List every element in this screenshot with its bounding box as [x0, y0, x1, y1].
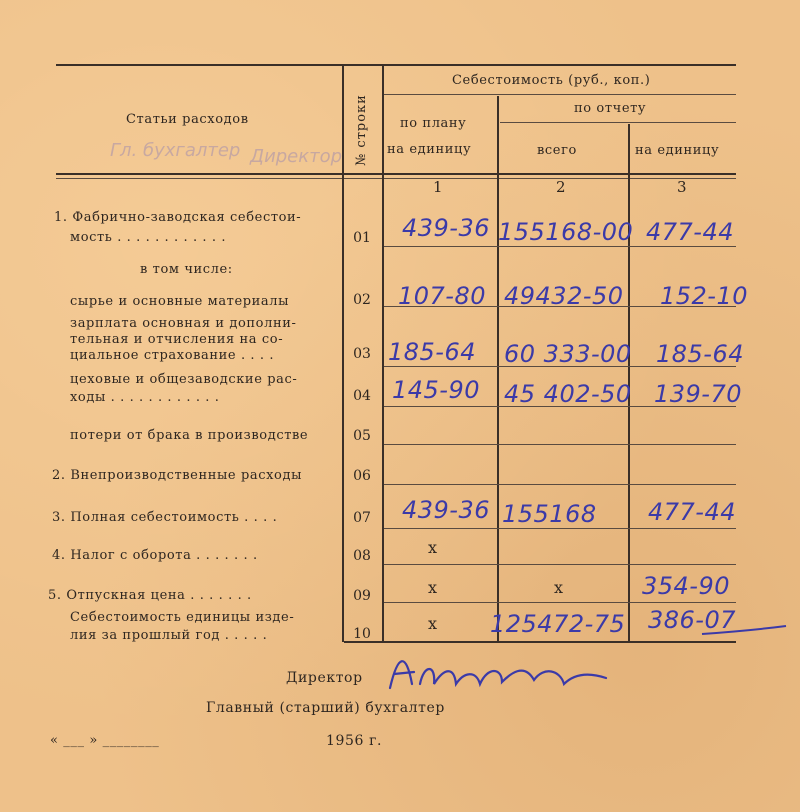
row-08-label: 4. Налог с оборота . . . . . . .	[52, 548, 258, 563]
table-bottom-rule	[344, 641, 736, 643]
row-01-plan: 439-36	[402, 214, 491, 242]
row-07-label: 3. Полная себестоимость . . . .	[52, 510, 278, 525]
row-05-label: потери от брака в производстве	[70, 428, 309, 443]
director-signature-icon	[384, 644, 614, 704]
colnum-rule	[56, 178, 736, 179]
row-01-unit: 477-44	[646, 218, 735, 246]
row-04-total: 45 402-50	[504, 380, 632, 408]
row-07-plan: 439-36	[402, 496, 491, 524]
header-row-number: № строки	[354, 94, 369, 166]
header-bottom-rule	[56, 173, 736, 175]
row-08-code: 08	[353, 548, 371, 564]
row-10-plan-cross: x	[428, 614, 438, 633]
row-01-code: 01	[353, 230, 371, 246]
row-09-unit: 354-90	[642, 572, 731, 600]
row-10-label-1: Себестоимость единицы изде-	[70, 610, 295, 625]
row-03-unit: 185-64	[656, 340, 745, 368]
row-04-plan: 145-90	[392, 376, 481, 404]
row-line	[384, 484, 736, 485]
colnum-3: 3	[677, 178, 687, 196]
row-01-label-2: мость . . . . . . . . . . . .	[70, 230, 227, 245]
row-08-plan-cross: x	[428, 538, 438, 557]
row-06-label: 2. Внепроизводственные расходы	[52, 468, 303, 483]
row-line	[384, 528, 736, 529]
row-02-plan: 107-80	[398, 282, 487, 310]
row-10-label-2: лия за прошлый год . . . . .	[70, 628, 268, 643]
row-line	[384, 246, 736, 247]
header-unit: на единицу	[635, 143, 720, 158]
row-04-label-2: ходы . . . . . . . . . . . .	[70, 390, 220, 405]
row-01-total: 155168-00	[498, 218, 634, 246]
row-07-code: 07	[353, 510, 371, 526]
row-09-plan-cross: x	[428, 578, 438, 597]
row-01-label-1: 1. Фабрично-заводская себестои-	[54, 210, 302, 225]
header-cost: Себестоимость (руб., коп.)	[452, 73, 651, 88]
row-10-unit: 386-07	[648, 606, 737, 634]
row-06-code: 06	[353, 468, 371, 484]
row-03-plan: 185-64	[388, 338, 477, 366]
row-09-code: 09	[353, 588, 371, 604]
colnum-2: 2	[556, 178, 566, 196]
row-04-label-1: цеховые и общезаводские рас-	[70, 372, 298, 387]
row-03-label-1: зарплата основная и дополни-	[70, 316, 297, 331]
chief-accountant-label: Главный (старший) бухгалтер	[206, 700, 445, 716]
col-divider-plan	[497, 96, 499, 642]
row-07-total: 155168	[502, 500, 597, 528]
header-plan-2: на единицу	[387, 142, 472, 157]
faint-stamp: Директор	[250, 146, 343, 167]
row-03-code: 03	[353, 346, 371, 362]
row-line	[384, 602, 736, 603]
table-top-rule	[56, 64, 736, 66]
row-05-code: 05	[353, 428, 371, 444]
including-label: в том числе:	[140, 262, 233, 277]
row-04-code: 04	[353, 388, 371, 404]
header-items: Статьи расходов	[126, 112, 249, 127]
row-02-unit: 152-10	[660, 282, 749, 310]
row-03-label-3: циальное страхование . . . .	[70, 348, 275, 363]
row-02-code: 02	[353, 292, 371, 308]
row-07-unit: 477-44	[648, 498, 737, 526]
colnum-1: 1	[433, 178, 443, 196]
row-10-code: 10	[353, 626, 371, 642]
row-03-total: 60 333-00	[504, 340, 632, 368]
report-header-rule	[500, 122, 736, 123]
date-prefix: « ___ » ________	[50, 733, 160, 748]
row-02-total: 49432-50	[504, 282, 624, 310]
col-divider-code	[382, 64, 384, 642]
cost-header-rule	[384, 94, 736, 95]
row-09-label: 5. Отпускная цена . . . . . . .	[48, 588, 252, 603]
row-line	[384, 564, 736, 565]
director-label: Директор	[286, 670, 363, 686]
row-04-unit: 139-70	[654, 380, 743, 408]
row-10-total: 125472-75	[490, 610, 626, 638]
date-year: 1956 г.	[326, 733, 383, 749]
faint-stamp: Гл. бухгалтер	[110, 140, 241, 161]
row-03-label-2: тельная и отчисления на со-	[70, 332, 284, 347]
row-09-total-cross: x	[554, 578, 564, 597]
header-plan-1: по плану	[400, 116, 467, 131]
pen-stroke-icon	[700, 604, 790, 644]
row-02-label: сырье и основные материалы	[70, 294, 290, 309]
header-report: по отчету	[574, 101, 647, 116]
header-total: всего	[537, 143, 577, 158]
row-line	[384, 444, 736, 445]
